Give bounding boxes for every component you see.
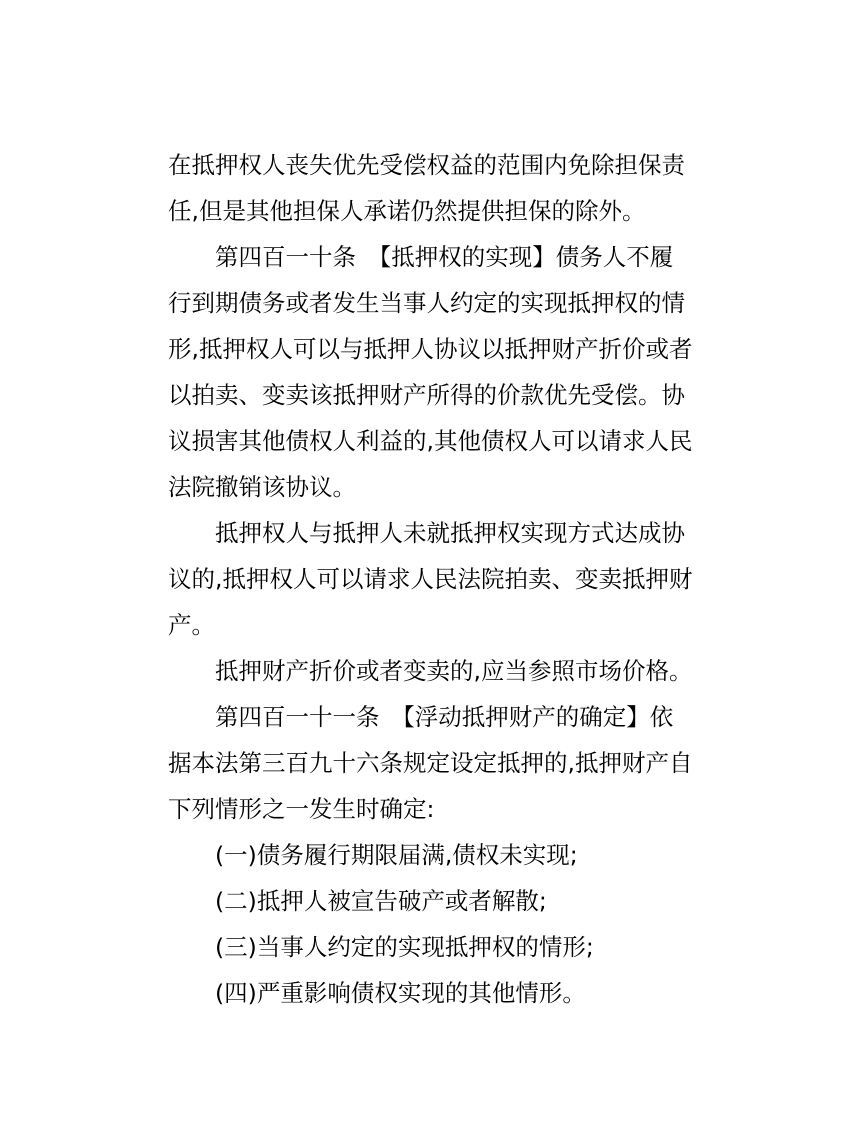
paragraph-start-line: 抵押权人与抵押人未就抵押权实现方式达成协 (215, 519, 685, 547)
text-line: 法院撤销该协议。 (168, 473, 356, 501)
text-line: 任,但是其他担保人承诺仍然提供担保的除外。 (168, 197, 646, 225)
text-line: 形,抵押权人可以与抵押人协议以抵押财产折价或者 (168, 335, 693, 363)
list-item-3: (三)当事人约定的实现抵押权的情形; (215, 933, 594, 961)
text-line: 议损害其他债权人利益的,其他债权人可以请求人民 (168, 427, 693, 455)
text-line: 以拍卖、变卖该抵押财产所得的价款优先受偿。协 (168, 381, 685, 409)
paragraph-start-line: 抵押财产折价或者变卖的,应当参照市场价格。 (215, 657, 693, 685)
list-item-2: (二)抵押人被宣告破产或者解散; (215, 887, 547, 915)
document-body (168, 142, 698, 1016)
article-410-heading-line: 第四百一十条 【抵押权的实现】债务人不履 (215, 243, 674, 271)
list-item-4: (四)严重影响债权实现的其他情形。 (215, 979, 586, 1007)
article-411-heading-line: 第四百一十一条 【浮动抵押财产的确定】依 (215, 703, 674, 731)
text-line: 行到期债务或者发生当事人约定的实现抵押权的情 (168, 289, 685, 317)
text-line: 议的,抵押权人可以请求人民法院拍卖、变卖抵押财 (168, 565, 693, 593)
text-line: 据本法第三百九十六条规定设定抵押的,抵押财产自 (168, 749, 693, 777)
list-item-1: (一)债务履行期限届满,债权未实现; (215, 841, 578, 869)
text-line: 下列情形之一发生时确定: (168, 795, 435, 823)
text-line: 在抵押权人丧失优先受偿权益的范围内免除担保责 (168, 151, 685, 179)
text-line: 产。 (168, 611, 215, 639)
